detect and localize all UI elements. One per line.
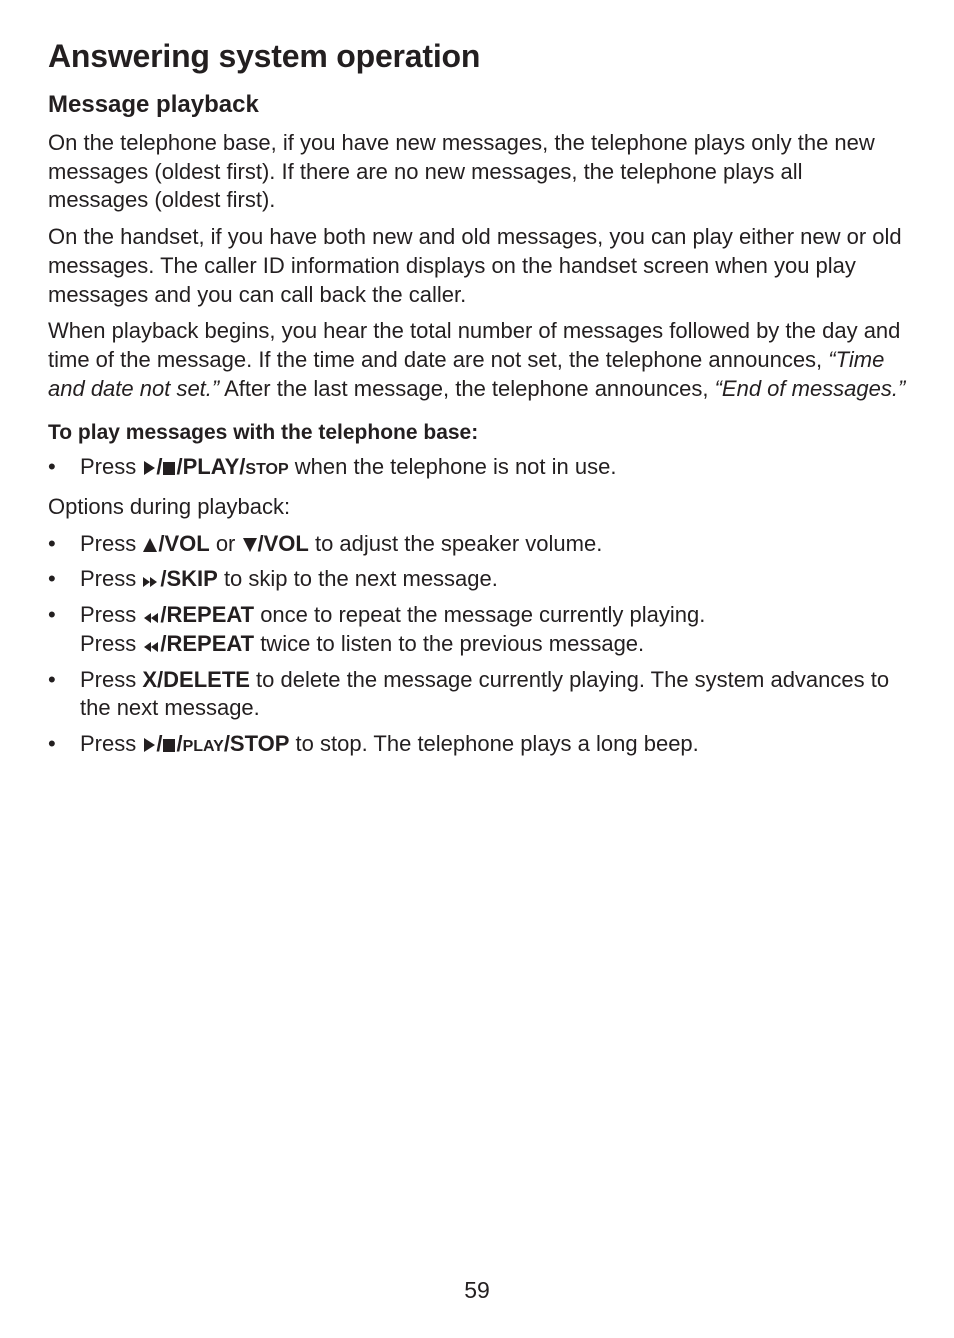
list-item: • Press /VOL or /VOL to adjust the speaker volume. (48, 530, 906, 559)
list-item: • Press / /PLAY/STOP to stop. The telephone plays a long beep. (48, 730, 906, 762)
list-item: • Press X/DELETE to delete the message currently playing. The system advances to the next message. (48, 666, 890, 721)
volume-up-key: /VOL (142, 531, 209, 556)
paragraph-playback-announcements: When playback begins, you hear the total number of messages followed by the day and time of the message. If the time and date are not set, the telephone announces, “Time and date not set.” After the last message, the telephone announces, “End of messages.” (48, 318, 906, 401)
play-triangle-icon (142, 453, 156, 482)
list-item: • Press / /PLAY/STOP when the telephone is not in use. (48, 453, 906, 485)
options-heading: Options during playback: (48, 494, 291, 520)
page-content (48, 129, 906, 770)
play-triangle-icon (142, 730, 156, 759)
repeat-key: /REPEAT (142, 602, 254, 627)
list-item: • Press /REPEAT once to repeat the message currently playing. Press /REPEAT twice to listen to the previous message. (48, 601, 906, 658)
play-stop-key: / /PLAY/STOP (142, 731, 289, 756)
delete-key: X/DELETE (142, 666, 250, 692)
page-title: Answering system operation (48, 38, 481, 74)
page-number: 59 (464, 1277, 490, 1303)
paragraph-base-playback: On the telephone base, if you have new messages, the telephone plays only the new messages (oldest first). If there are no new messages, the telephone plays all messages (oldest first). (48, 130, 875, 213)
play-stop-key: / /PLAY/STOP (142, 454, 288, 479)
list-item: • Press /SKIP to skip to the next message. (48, 565, 906, 594)
rewind-icon (142, 601, 160, 630)
volume-down-key: /VOL (242, 531, 309, 556)
base-instructions-heading: To play messages with the telephone base: (48, 421, 479, 445)
skip-key: /SKIP (142, 566, 217, 591)
bullet: • (48, 454, 56, 480)
paragraph-handset-playback: On the handset, if you have both new and old messages, you can play either new or old messages. The caller ID information displays on the handset screen when you play messages and you can call back the caller. (48, 224, 902, 307)
down-triangle-icon (242, 530, 258, 559)
base-instructions-list (48, 453, 906, 485)
quote-end-of-messages: “End of messages.” (714, 375, 906, 401)
stop-square-icon (162, 453, 176, 482)
rewind-icon (142, 630, 160, 659)
section-title: Message playback (48, 91, 259, 118)
repeat-key: /REPEAT (142, 631, 254, 656)
playback-options-list (48, 530, 906, 762)
skip-forward-icon (142, 565, 160, 594)
stop-square-icon (162, 730, 176, 759)
quote-time-date-not-set: “Time and date not set.” (48, 346, 885, 401)
up-triangle-icon (142, 530, 158, 559)
